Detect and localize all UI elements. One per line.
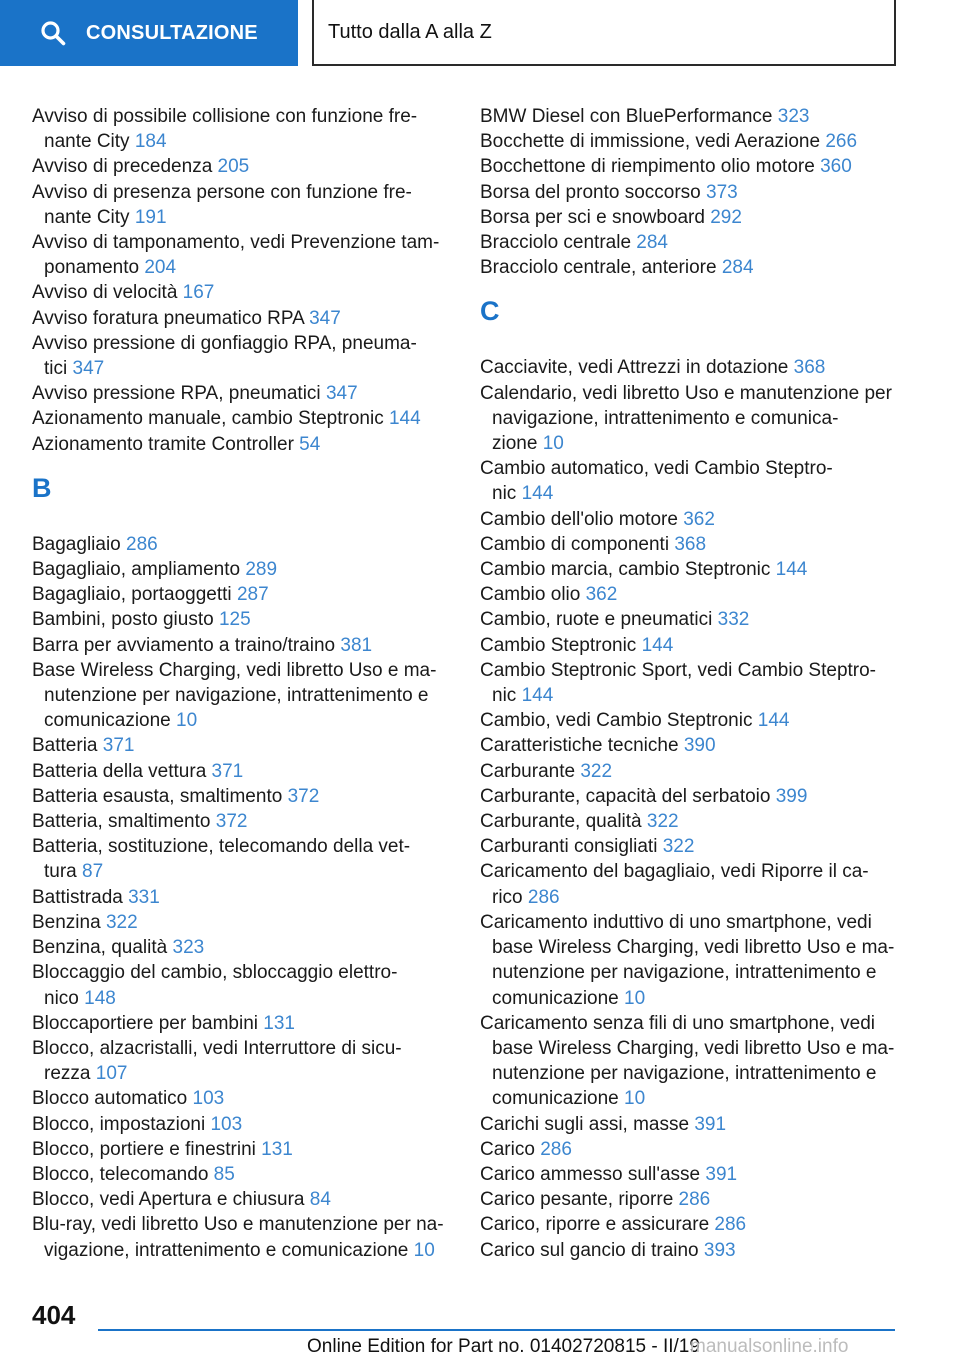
index-entry xyxy=(32,1011,452,1036)
index-entry xyxy=(480,205,900,230)
index-entry-text: rezza xyxy=(44,1063,96,1085)
page-link[interactable]: 144 xyxy=(775,559,808,581)
index-entry-text: Blocco, alzacristalli, vedi Interruttore di sicu- xyxy=(32,1037,402,1059)
index-entry-text: Carico xyxy=(480,1138,541,1160)
index-entry-text: Avviso di presenza persone con funzione fre- xyxy=(32,181,412,203)
index-entry-text: Carburante, capacità del serbatoio xyxy=(480,785,776,807)
page-link[interactable]: 347 xyxy=(309,307,341,329)
index-entry-text: nutenzione per navigazione, intrattenimento e xyxy=(492,1063,877,1085)
page-link[interactable]: 284 xyxy=(721,257,754,279)
index-entry xyxy=(32,432,452,457)
index-entry-text: Cambio automatico, vedi Cambio Steptro- xyxy=(480,458,833,480)
index-entry xyxy=(32,154,452,179)
index-entry xyxy=(32,733,452,758)
page-link[interactable]: 362 xyxy=(585,584,618,606)
page-link[interactable]: 144 xyxy=(521,685,554,707)
index-entry-text: Bocchette di immissione, vedi Aerazione xyxy=(480,131,826,153)
index-entry-text: Caricamento induttivo di uno smartphone, vedi xyxy=(480,911,872,933)
index-entry-text: comunicazione xyxy=(492,1088,625,1110)
index-entry xyxy=(480,129,900,154)
index-entry-text: nante City xyxy=(44,206,135,228)
page-link[interactable]: 371 xyxy=(211,760,244,782)
page-link[interactable]: 331 xyxy=(128,886,160,908)
page-link[interactable]: 360 xyxy=(820,156,852,178)
footer-divider xyxy=(98,1329,895,1331)
index-entry xyxy=(480,658,900,708)
index-entry-text: Batteria, sostituzione, telecomando della vet- xyxy=(32,836,411,858)
index-entry-text: Carico sul gancio di traino xyxy=(480,1239,704,1261)
index-entry-text: Bagagliaio, ampliamento xyxy=(32,559,246,581)
page-link[interactable]: 289 xyxy=(245,559,278,581)
index-entry xyxy=(480,1011,900,1112)
index-entry xyxy=(480,1212,900,1237)
page-link[interactable]: 10 xyxy=(176,710,198,732)
index-letter-heading: C xyxy=(480,296,500,327)
header xyxy=(0,0,960,66)
page-link[interactable]: 144 xyxy=(757,710,790,732)
index-entry-text: Benzina, qualità xyxy=(32,937,173,959)
page-link[interactable]: 103 xyxy=(192,1088,225,1110)
index-entry xyxy=(480,759,900,784)
page-link[interactable]: 286 xyxy=(540,1138,572,1160)
page-link[interactable]: 205 xyxy=(217,156,250,178)
index-entry xyxy=(32,306,452,331)
index-entry xyxy=(32,1187,452,1212)
index-entry xyxy=(480,1238,900,1263)
index-entry-text: Blocco automatico xyxy=(32,1088,193,1110)
index-entry xyxy=(480,582,900,607)
page-link[interactable]: 286 xyxy=(527,886,560,908)
index-entry-text: tici xyxy=(44,358,73,380)
index-entry xyxy=(480,834,900,859)
index-entry-text: Batteria della vettura xyxy=(32,760,212,782)
index-entry-text: Carico pesante, riporre xyxy=(480,1189,679,1211)
index-entry xyxy=(32,1112,452,1137)
page-link[interactable]: 125 xyxy=(218,609,251,631)
index-entry xyxy=(32,532,452,557)
index-entry xyxy=(32,582,452,607)
page-link[interactable]: 167 xyxy=(182,282,215,304)
index-entry-text: Batteria, smaltimento xyxy=(32,811,216,833)
index-entry-text: vigazione, intrattenimento e comunicazione xyxy=(44,1239,414,1261)
index-entry-text: Blocco, telecomando xyxy=(32,1163,214,1185)
index-entry xyxy=(32,381,452,406)
page-link[interactable]: 10 xyxy=(542,433,564,455)
index-entry-text: Bracciolo centrale, anteriore xyxy=(480,257,722,279)
index-entry-text: Carichi sugli assi, masse xyxy=(480,1113,695,1135)
index-entry xyxy=(32,1137,452,1162)
section-title-text: Tutto dalla A alla Z xyxy=(328,20,492,43)
index-entry-text: Carburante xyxy=(480,760,581,782)
index-entry xyxy=(480,910,900,1011)
section-title xyxy=(312,0,896,66)
index-entry xyxy=(32,406,452,431)
index-entry-text: Cambio Steptronic Sport, vedi Cambio Steptro- xyxy=(480,659,877,681)
index-entry xyxy=(480,1112,900,1137)
tab-label: CONSULTAZIONE xyxy=(86,21,258,44)
index-entry xyxy=(480,355,900,380)
page-link[interactable]: 323 xyxy=(172,937,205,959)
index-entry xyxy=(480,557,900,582)
index-entry-text: Borsa del pronto soccorso xyxy=(480,181,707,203)
index-entry-text: Avviso pressione RPA, pneumatici xyxy=(32,383,326,405)
index-entry xyxy=(480,180,900,205)
tab-consultazione[interactable] xyxy=(0,0,298,66)
index-entry xyxy=(32,1162,452,1187)
index-entry xyxy=(32,1036,452,1086)
index-entry-text: ponamento xyxy=(44,257,145,279)
index-entry-text: Batteria xyxy=(32,735,103,757)
index-entry xyxy=(480,1162,900,1187)
index-entry-text: Blocco, vedi Apertura e chiusura xyxy=(32,1189,310,1211)
page-link[interactable]: 286 xyxy=(678,1189,711,1211)
page-link[interactable]: 103 xyxy=(210,1113,243,1135)
index-entry-text: Cambio Steptronic xyxy=(480,634,642,656)
index-entry-text: zione xyxy=(492,433,543,455)
index-entry-text: Cambio, vedi Cambio Steptronic xyxy=(480,710,758,732)
index-entry-text: nico xyxy=(44,987,85,1009)
page-link[interactable]: 284 xyxy=(636,232,668,254)
index-entry-text: Cambio, ruote e pneumatici xyxy=(480,609,718,631)
page-link[interactable]: 107 xyxy=(95,1063,128,1085)
page-link[interactable]: 148 xyxy=(84,987,116,1009)
page-link[interactable]: 323 xyxy=(777,106,810,127)
index-entry-text: nic xyxy=(492,483,522,505)
index-entry xyxy=(480,784,900,809)
index-entry-text: nante City xyxy=(44,131,135,153)
page-link[interactable]: 372 xyxy=(287,785,320,807)
page-link[interactable]: 368 xyxy=(793,357,826,379)
index-entry xyxy=(480,633,900,658)
index-entry-text: Bracciolo centrale xyxy=(480,232,637,254)
page-link[interactable]: 144 xyxy=(388,408,421,430)
page-link[interactable]: 332 xyxy=(717,609,750,631)
index-entry-text: Caricamento del bagagliaio, vedi Riporre il ca- xyxy=(480,861,869,883)
page-number: 404 xyxy=(32,1300,76,1330)
index-entry xyxy=(32,1212,452,1262)
index-entry-text: base Wireless Charging, vedi libretto Uso e ma- xyxy=(492,1037,895,1059)
index-entry xyxy=(32,280,452,305)
page-link[interactable]: 131 xyxy=(263,1012,295,1034)
index-entry-text: Carico, riporre e assicurare xyxy=(480,1214,715,1236)
page-link[interactable]: 371 xyxy=(102,735,135,757)
page-link[interactable]: 87 xyxy=(82,861,104,883)
page-link[interactable]: 10 xyxy=(624,1088,646,1110)
index-entry xyxy=(480,532,900,557)
index-letter-heading: B xyxy=(32,472,52,503)
page-link[interactable]: 131 xyxy=(261,1138,293,1160)
index-entry-text: tura xyxy=(44,861,83,883)
index-entry-text: Batteria esausta, smaltimento xyxy=(32,785,288,807)
index-entry xyxy=(480,859,900,909)
index-entry-text: Avviso di possibile collisione con funzione fre- xyxy=(32,106,418,127)
index-entry xyxy=(32,180,452,230)
index-entry-text: Bagagliaio xyxy=(32,533,127,555)
index-entry-text: Barra per avviamento a traino/traino xyxy=(32,634,341,656)
index-entry-text: Bocchettone di riempimento olio motore xyxy=(480,156,821,178)
page-link[interactable]: 391 xyxy=(705,1163,738,1185)
index-entry-text: Avviso di precedenza xyxy=(32,156,218,178)
index-entry xyxy=(32,910,452,935)
page-link[interactable]: 144 xyxy=(641,634,674,656)
index-entry-text: Bloccaportiere per bambini xyxy=(32,1012,264,1034)
index-entry-text: Avviso di tamponamento, vedi Prevenzione tam- xyxy=(32,232,440,254)
index-entry-text: Blocco, portiere e finestrini xyxy=(32,1138,262,1160)
index-entry-text: nutenzione per navigazione, intrattenimento e xyxy=(492,962,877,984)
index-entry-text: Azionamento manuale, cambio Steptronic xyxy=(32,408,389,430)
page-link[interactable]: 390 xyxy=(683,735,716,757)
index-entry xyxy=(480,607,900,632)
index-column-right xyxy=(480,104,900,1263)
page-link[interactable]: 204 xyxy=(144,257,177,279)
index-entry-text: Carburanti consigliati xyxy=(480,836,663,858)
index-entry-text: nic xyxy=(492,685,522,707)
index-entry-text: Calendario, vedi libretto Uso e manutenzione per xyxy=(480,382,892,404)
index-entry-text: Cambio olio xyxy=(480,584,586,606)
index-entry xyxy=(32,834,452,884)
index-entry-text: Base Wireless Charging, vedi libretto Uso e ma- xyxy=(32,659,437,681)
index-entry-text: comunicazione xyxy=(492,987,625,1009)
index-entry-text: Bagagliaio, portaoggetti xyxy=(32,584,237,606)
index-entry xyxy=(32,658,452,734)
index-entry xyxy=(32,885,452,910)
edition-text: Online Edition for Part no. 01402720815 - II/19 xyxy=(307,1336,700,1357)
index-entry-text: Caratteristiche tecniche xyxy=(480,735,684,757)
index-entry xyxy=(480,733,900,758)
index-entry xyxy=(32,935,452,960)
index-entry-text: Carburante, qualità xyxy=(480,811,647,833)
page-link[interactable]: 184 xyxy=(134,131,167,153)
page-link[interactable]: 85 xyxy=(213,1163,235,1185)
index-entry xyxy=(32,230,452,280)
index-entry-text: Bloccaggio del cambio, sbloccaggio elettro- xyxy=(32,962,398,984)
page-link[interactable]: 10 xyxy=(624,987,646,1009)
index-entry-text: Benzina xyxy=(32,911,106,933)
index-entry xyxy=(32,331,452,381)
index-entry-text: Avviso pressione di gonfiaggio RPA, pneuma- xyxy=(32,332,417,354)
page-link[interactable]: 399 xyxy=(775,785,808,807)
page-link[interactable]: 286 xyxy=(714,1214,747,1236)
index-entry xyxy=(32,1086,452,1111)
index-entry-text: rico xyxy=(492,886,528,908)
index-column-left xyxy=(32,104,452,1263)
index-entry xyxy=(480,456,900,506)
index-entry xyxy=(480,381,900,457)
index-entry-text: Carico ammesso sull'asse xyxy=(480,1163,706,1185)
index-entry xyxy=(480,1137,900,1162)
page-link[interactable]: 322 xyxy=(105,911,138,933)
page-link[interactable]: 84 xyxy=(309,1189,331,1211)
index-entry-text: base Wireless Charging, vedi libretto Uso e ma- xyxy=(492,937,895,959)
index-entry-text: Bambini, posto giusto xyxy=(32,609,219,631)
index-entry xyxy=(480,230,900,255)
page-link[interactable]: 322 xyxy=(662,836,695,858)
index-entry xyxy=(32,759,452,784)
page-link[interactable]: 391 xyxy=(694,1113,727,1135)
index-entry xyxy=(32,607,452,632)
page-link[interactable]: 287 xyxy=(236,584,269,606)
index-entry-text: Cacciavite, vedi Attrezzi in dotazione xyxy=(480,357,794,379)
page-link[interactable]: 373 xyxy=(706,181,738,203)
index-entry-text: Avviso di velocità xyxy=(32,282,183,304)
index-entry-text: Borsa per sci e snowboard xyxy=(480,206,711,228)
index-entry xyxy=(480,507,900,532)
index-entry xyxy=(32,960,452,1010)
page-link[interactable]: 362 xyxy=(683,508,715,530)
index-entry xyxy=(480,104,900,129)
page-link[interactable]: 381 xyxy=(340,634,373,656)
index-entry xyxy=(480,1187,900,1212)
index-entry-text: Battistrada xyxy=(32,886,129,908)
index-entry-text: Avviso foratura pneumatico RPA xyxy=(32,307,310,329)
page-link[interactable]: 368 xyxy=(674,533,707,555)
search-icon xyxy=(40,20,66,46)
index-entry-text: comunicazione xyxy=(44,710,177,732)
index-entry xyxy=(480,708,900,733)
index-entry-text: Blu-ray, vedi libretto Uso e manutenzione per na- xyxy=(32,1214,444,1236)
page-link[interactable]: 10 xyxy=(413,1239,435,1261)
page-link[interactable]: 191 xyxy=(134,206,167,228)
page-link[interactable]: 372 xyxy=(215,811,248,833)
index-entry-text: Blocco, impostazioni xyxy=(32,1113,211,1135)
index-entry xyxy=(480,809,900,834)
index-entry-text: Cambio di componenti xyxy=(480,533,675,555)
index-entry xyxy=(32,784,452,809)
page-link[interactable]: 286 xyxy=(126,533,158,555)
watermark: manualsonline.info xyxy=(690,1336,849,1357)
index-entry xyxy=(480,154,900,179)
page-link[interactable]: 322 xyxy=(580,760,613,782)
index-entry-text: Azionamento tramite Controller xyxy=(32,433,300,455)
index-entry-text: Cambio dell'olio motore xyxy=(480,508,684,530)
index-entry xyxy=(480,255,900,280)
index-entry-text: Cambio marcia, cambio Steptronic xyxy=(480,559,776,581)
index-entry xyxy=(32,557,452,582)
index-entry-text: nutenzione per navigazione, intrattenimento e xyxy=(44,685,429,707)
index-entry xyxy=(32,633,452,658)
page-link[interactable]: 144 xyxy=(521,483,554,505)
page-link[interactable]: 347 xyxy=(325,383,358,405)
index-entry-text: Caricamento senza fili di uno smartphone, vedi xyxy=(480,1012,875,1034)
page-link[interactable]: 393 xyxy=(703,1239,736,1261)
index-entry-text: navigazione, intrattenimento e comunica- xyxy=(492,407,839,429)
page-link[interactable]: 54 xyxy=(299,433,321,455)
page-link[interactable]: 292 xyxy=(710,206,742,228)
page-link[interactable]: 266 xyxy=(825,131,858,153)
index-entry xyxy=(32,104,452,154)
index-entry-text: BMW Diesel con BluePerformance xyxy=(480,106,778,127)
index-entry xyxy=(32,809,452,834)
page-link[interactable]: 322 xyxy=(646,811,679,833)
page-link[interactable]: 347 xyxy=(72,358,105,380)
